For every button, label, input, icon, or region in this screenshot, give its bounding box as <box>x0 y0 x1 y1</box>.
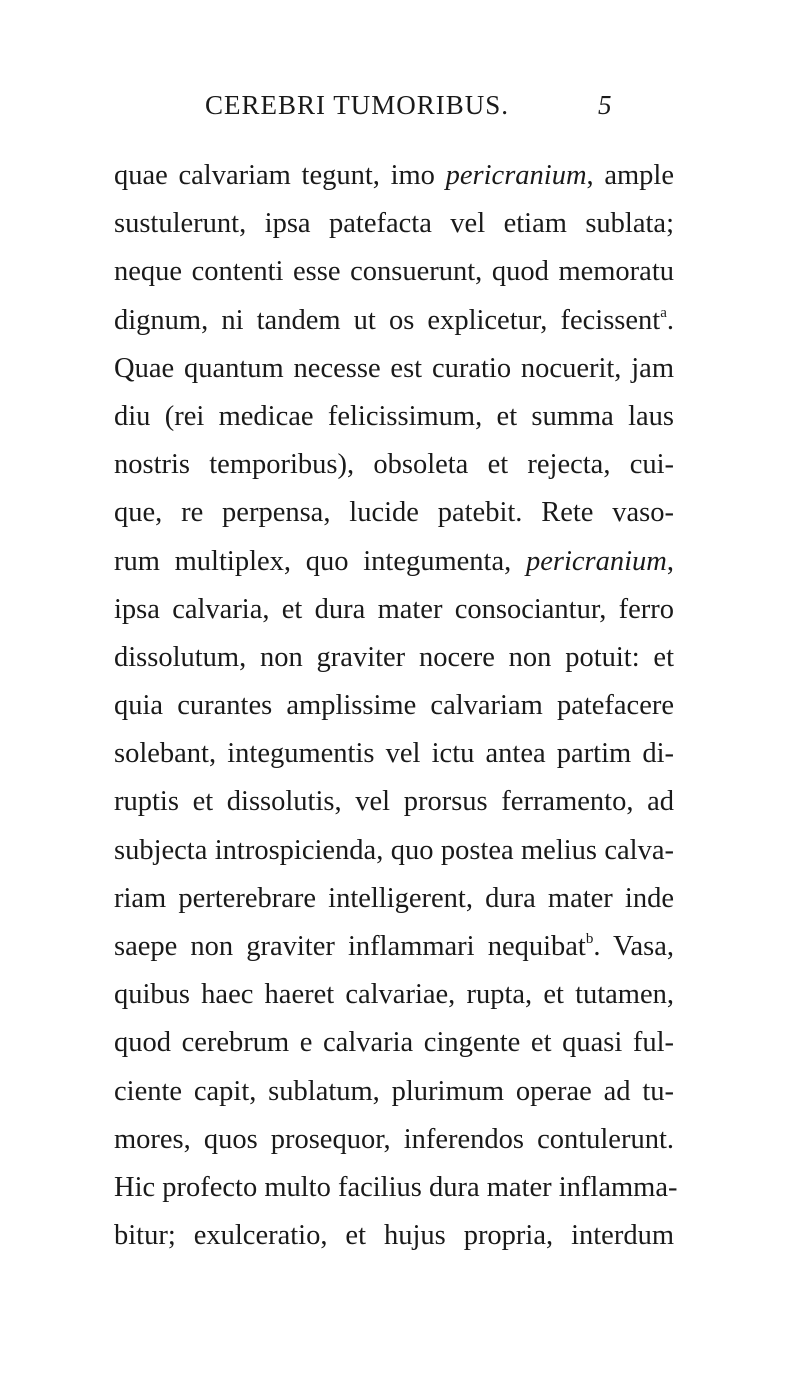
text-line <box>114 778 674 826</box>
text-segment: sustulerunt, ipsa patefacta vel etiam sublata; <box>114 208 674 240</box>
text-segment: dissolutum, non graviter nocere non potuit: et <box>114 641 674 673</box>
text-line <box>114 538 674 586</box>
text-line <box>114 248 674 296</box>
text-line <box>114 586 674 634</box>
text-segment: , <box>666 545 674 577</box>
text-segment: neque contenti esse consuerunt, quod memoratu <box>114 256 674 288</box>
text-line <box>114 393 674 441</box>
text-line <box>114 1019 674 1067</box>
page-number: 5 <box>598 90 612 120</box>
text-segment: dignum, ni tandem ut os explicetur, fecissent <box>114 304 661 336</box>
text-segment: . Vasa, <box>593 931 674 962</box>
text-segment: quia curantes amplissime calvariam patefacere <box>114 690 674 722</box>
text-segment: solebant, integumentis vel ictu antea partim di- <box>114 738 674 770</box>
running-head <box>0 90 800 130</box>
text-line <box>114 1068 674 1116</box>
text-line <box>114 441 674 489</box>
text-segment: ciente capit, sublatum, plurimum operae ad tu- <box>114 1075 674 1107</box>
text-line <box>114 827 674 875</box>
text-line <box>114 152 674 200</box>
text-line <box>114 1116 674 1164</box>
text-line <box>114 297 674 345</box>
text-segment: , ample <box>586 160 675 191</box>
text-line <box>114 1164 678 1212</box>
italic-term: pericranium <box>445 160 587 191</box>
text-segment: . <box>666 304 674 336</box>
text-line <box>114 923 674 971</box>
text-line <box>114 345 674 393</box>
text-segment: subjecta introspicienda, quo postea melius calva- <box>114 834 674 866</box>
body-text <box>114 152 678 1260</box>
footnote-marker: a <box>660 304 667 321</box>
text-segment: Hic profecto multo facilius dura mater inflamma- <box>114 1171 678 1203</box>
text-segment: bitur; exulceratio, et hujus propria, interdum <box>114 1220 674 1252</box>
text-segment: que, re perpensa, lucide patebit. Rete vaso- <box>114 497 674 529</box>
text-line <box>114 730 674 778</box>
text-line <box>114 1212 674 1260</box>
text-segment: quae calvariam tegunt, imo <box>114 160 446 191</box>
text-line <box>114 634 674 682</box>
text-segment: nostris temporibus), obsoleta et rejecta, cui- <box>114 449 674 481</box>
text-line <box>114 875 674 923</box>
text-line <box>114 200 674 248</box>
text-segment: riam perterebrare intelligerent, dura mater inde <box>114 882 674 914</box>
footnote-marker: b <box>585 931 594 947</box>
text-line <box>114 489 674 537</box>
text-line <box>114 971 674 1019</box>
text-segment: quibus haec haeret calvariae, rupta, et tutamen, <box>114 979 674 1011</box>
text-segment: ruptis et dissolutis, vel prorsus ferramento, ad <box>114 786 674 818</box>
text-segment: quod cerebrum e calvaria cingente et quasi ful- <box>114 1027 674 1059</box>
text-segment: ipsa calvaria, et dura mater consociantur, ferro <box>114 593 674 625</box>
text-segment: saepe non graviter inflammari nequibat <box>114 931 586 962</box>
text-line <box>114 682 674 730</box>
running-title: CEREBRI TUMORIBUS. <box>205 90 510 120</box>
italic-term: pericranium <box>525 545 667 577</box>
text-segment: mores, quos prosequor, inferendos contulerunt. <box>114 1123 674 1155</box>
text-segment: diu (rei medicae felicissimum, et summa laus <box>114 400 674 432</box>
text-segment: Quae quantum necesse est curatio nocuerit, jam <box>114 352 674 384</box>
text-segment: rum multiplex, quo integumenta, <box>114 545 526 577</box>
